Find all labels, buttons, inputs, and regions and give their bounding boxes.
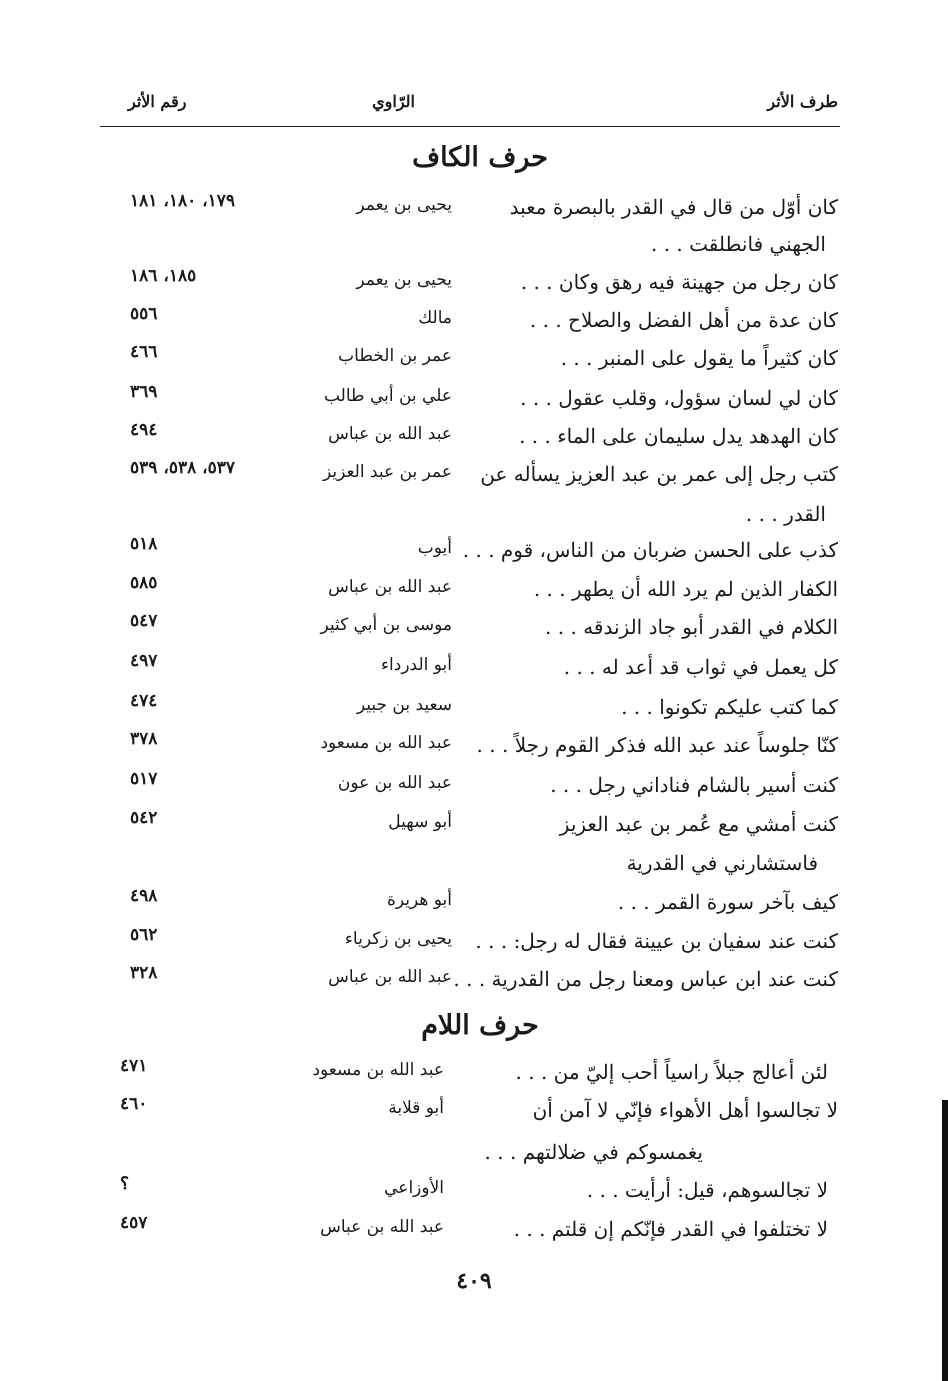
index-entry — [100, 1213, 840, 1251]
entry-narrator: عبد الله بن مسعود — [312, 1060, 444, 1080]
entry-first-words: كان رجل من جهينة فيه رهق وكان . . . — [520, 270, 838, 294]
entry-first-words: كل يعمل في ثواب قد أعد له . . . — [563, 655, 838, 679]
entry-first-words: لا تجالسوا أهل الأهواء فإنّي لا آمن أن — [532, 1098, 838, 1122]
entry-narrator: علي بن أبي طالب — [323, 386, 452, 406]
entry-narrator: عبد الله بن عباس — [328, 967, 452, 987]
entry-first-words: كنت أسير بالشام فناداني رجل . . . — [550, 773, 838, 797]
index-entry — [100, 266, 840, 304]
entry-number: ١٧٩، ١٨٠، ١٨١ — [130, 191, 236, 211]
entry-first-words: كذب على الحسن ضربان من الناس، قوم . . . — [462, 538, 838, 562]
header-first-words: طرف الأثر — [767, 92, 838, 111]
entry-first-words: لا تختلفوا في القدر فإنّكم إن قلتم . . . — [513, 1217, 828, 1241]
entry-number: ٥١٨ — [130, 534, 158, 554]
entry-narrator: سعيد بن جبير — [356, 695, 452, 715]
entry-narrator: عبد الله بن عباس — [328, 424, 452, 444]
entry-narrator: عمر بن عبد العزيز — [322, 462, 452, 482]
entry-first-words: الكلام في القدر أبو جاد الزندقه . . . — [545, 615, 838, 639]
entry-narrator: الأوزاعي — [384, 1178, 444, 1198]
entry-continuation: يغمسوكم في ضلالتهم . . . — [484, 1140, 703, 1164]
index-entry — [100, 886, 840, 924]
index-entry — [100, 191, 840, 229]
section-title-lam: حرف اللام — [421, 1010, 539, 1041]
entry-first-words: كان لي لسان سؤول، وقلب عقول . . . — [520, 386, 838, 410]
entry-continuation: الجهني فانطلقت . . . — [651, 232, 826, 256]
entry-number: ٥١٧ — [130, 769, 158, 789]
entry-narrator: يحيى بن يعمر — [356, 270, 452, 290]
index-entry — [100, 691, 840, 729]
index-entry — [100, 304, 840, 342]
page-number: ٤٠٩ — [456, 1268, 492, 1294]
index-entry — [100, 573, 840, 611]
index-entry — [100, 1056, 840, 1094]
entry-first-words: كنت عند ابن عباس ومعنا رجل من القدرية . . . — [453, 967, 838, 991]
entry-number: ٤٦٦ — [130, 342, 158, 362]
entry-number: ٥٣٧، ٥٣٨، ٥٣٩ — [130, 458, 236, 478]
index-entry — [100, 342, 840, 380]
index-entry — [100, 729, 840, 767]
entry-narrator: أبو سهيل — [388, 812, 452, 832]
entry-number: ١٨٥، ١٨٦ — [130, 266, 197, 286]
entry-narrator: عمر بن الخطاب — [338, 346, 452, 366]
entry-narrator: عبد الله بن عون — [337, 773, 452, 793]
entry-number: ٥٤٧ — [130, 611, 158, 631]
entry-number: ٣٧٨ — [130, 729, 158, 749]
entry-narrator: أيوب — [417, 538, 452, 558]
entry-narrator: أبو الدرداء — [381, 655, 452, 675]
header-number: رقم الأثر — [128, 92, 187, 111]
column-header — [100, 92, 840, 127]
index-entry — [100, 651, 840, 689]
entry-first-words: كتب رجل إلى عمر بن عبد العزيز يسأله عن — [480, 462, 838, 486]
entry-number: ٤٧٤ — [130, 691, 158, 711]
entry-number: ٤٩٧ — [130, 651, 158, 671]
entry-number: ٤٦٠ — [120, 1094, 148, 1114]
index-entry — [100, 808, 840, 846]
entry-number: ٣٦٩ — [130, 382, 158, 402]
entry-first-words: كنّا جلوساً عند عبد الله فذكر القوم رجلاً . . . — [476, 733, 838, 757]
index-entry — [100, 963, 840, 1001]
entry-number: ٤٩٨ — [130, 886, 158, 906]
header-narrator: الرّاوي — [372, 92, 415, 111]
index-entry — [100, 769, 840, 807]
entry-first-words: كيف بآخر سورة القمر . . . — [617, 890, 838, 914]
entry-first-words: الكفار الذين لم يرد الله أن يطهر . . . — [533, 577, 838, 601]
entry-first-words: كان أوّل من قال في القدر بالبصرة معبد — [509, 195, 838, 219]
index-entry — [100, 925, 840, 963]
index-entry — [100, 1174, 840, 1212]
index-entry — [100, 458, 840, 496]
entry-number: ٤٩٤ — [130, 420, 158, 440]
entry-first-words: كان كثيراً ما يقول على المنبر . . . — [560, 346, 838, 370]
entry-narrator: أبو قلابة — [388, 1098, 444, 1118]
index-entry — [100, 611, 840, 649]
entry-first-words: لئن أعالج جبلاً راسياً أحب إليّ من . . . — [515, 1060, 828, 1084]
entry-first-words: لا تجالسوهم، قيل: أرأيت . . . — [586, 1178, 828, 1202]
entry-number: ٥٥٦ — [130, 304, 158, 324]
entry-narrator: يحيى بن يعمر — [356, 195, 452, 215]
entry-first-words: كما كتب عليكم تكونوا . . . — [621, 695, 838, 719]
entry-narrator: موسى بن أبي كثير — [320, 615, 452, 635]
entry-continuation: القدر . . . — [745, 502, 826, 526]
entry-first-words: كنت أمشي مع عُمر بن عبد العزيز — [559, 812, 838, 836]
index-entry — [100, 1094, 840, 1132]
entry-number: ٤٥٧ — [120, 1213, 148, 1233]
entry-continuation: فاستشارني في القدرية — [626, 851, 818, 875]
entry-first-words: كان عدة من أهل الفضل والصلاح . . . — [529, 308, 838, 332]
entry-first-words: كنت عند سفيان بن عيينة فقال له رجل: . . . — [475, 929, 838, 953]
entry-number: ٥٤٢ — [130, 808, 158, 828]
entry-number: ٣٢٨ — [130, 963, 158, 983]
index-entry — [100, 420, 840, 458]
scan-edge-shadow — [942, 1100, 948, 1381]
entry-narrator: يحيى بن زكرياء — [344, 929, 452, 949]
entry-first-words: كان الهدهد يدل سليمان على الماء . . . — [519, 424, 838, 448]
entry-narrator: عبد الله بن مسعود — [320, 733, 452, 753]
entry-narrator: مالك — [418, 308, 452, 328]
entry-number: ٤٧١ — [120, 1056, 148, 1076]
entry-narrator: عبد الله بن عباس — [328, 577, 452, 597]
entry-narrator: عبد الله بن عباس — [320, 1217, 444, 1237]
entry-narrator: أبو هريرة — [386, 890, 452, 910]
section-title-kaf: حرف الكاف — [412, 142, 548, 173]
index-entry — [100, 534, 840, 572]
entry-number: ٥٦٢ — [130, 925, 158, 945]
index-entry — [100, 382, 840, 420]
entry-number: ٥٨٥ — [130, 573, 158, 593]
entry-number: ؟ — [120, 1174, 130, 1194]
